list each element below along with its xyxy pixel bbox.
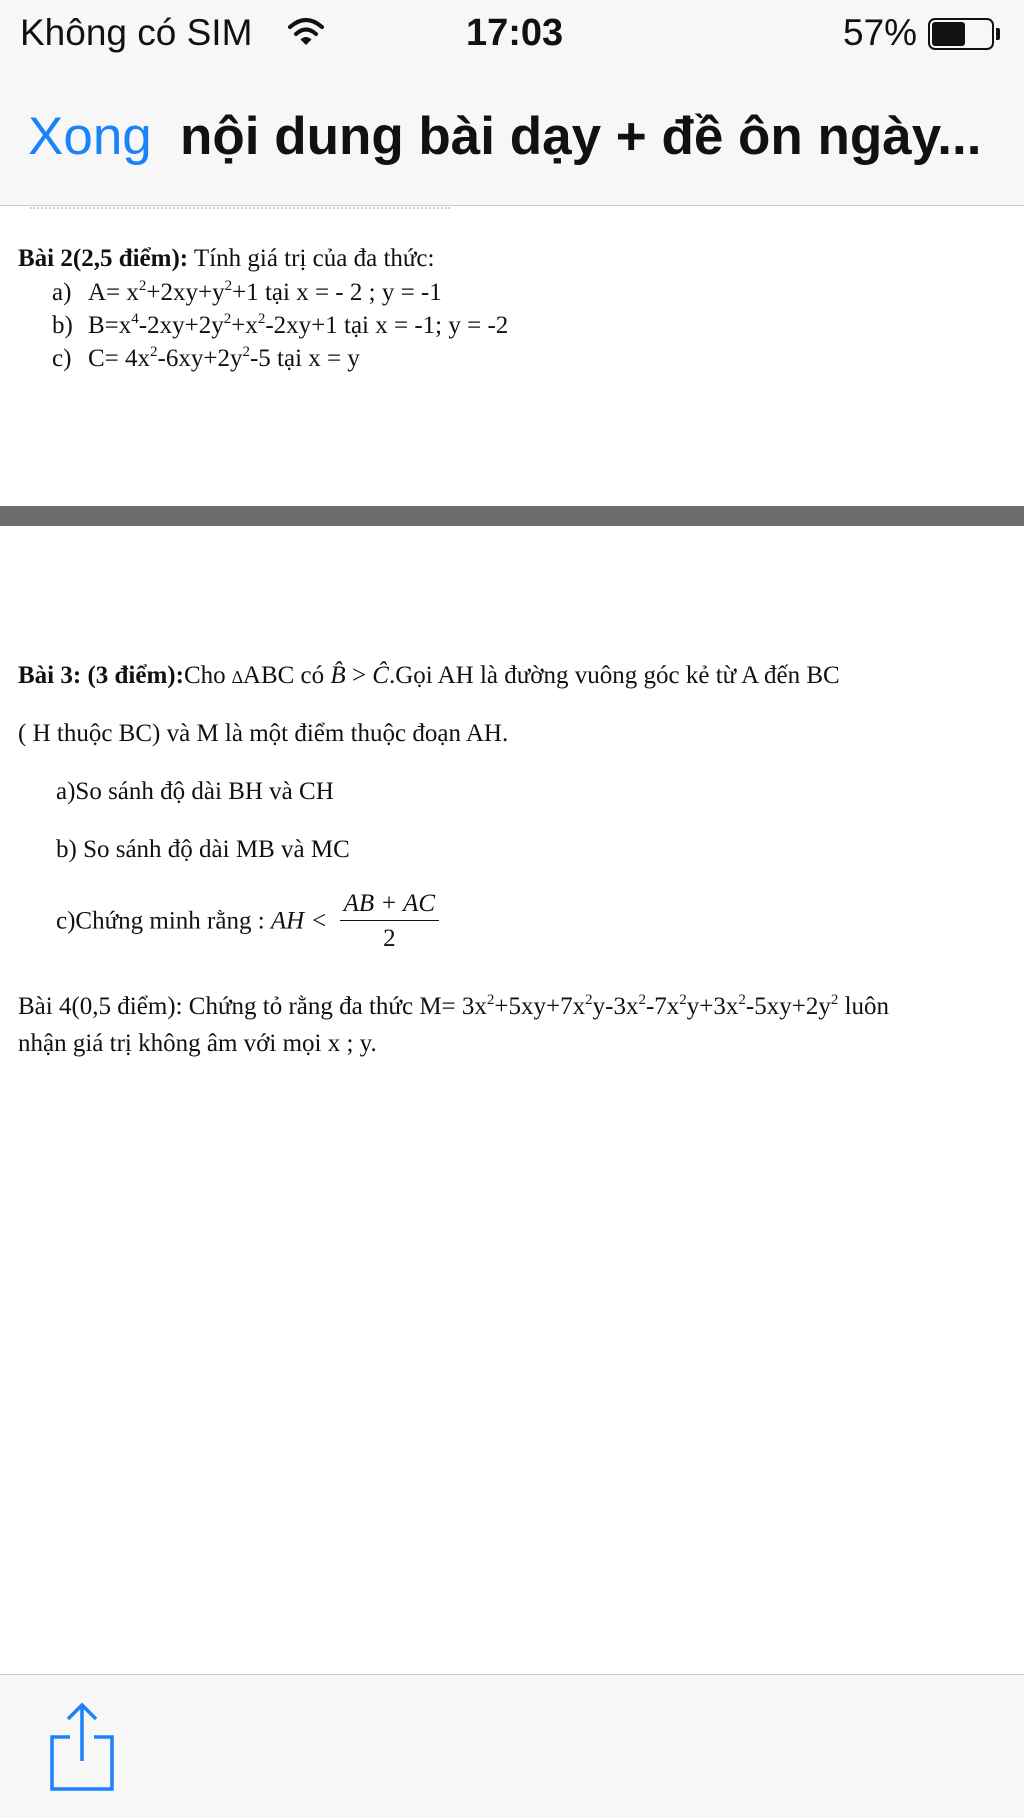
status-bar (0, 0, 1024, 66)
battery-percent: 57% (843, 12, 918, 53)
bai2-intro: Tính giá trị của đa thức: (188, 245, 435, 272)
bai3-item-a: a)So sánh độ dài BH và CH (56, 778, 334, 805)
bai2-item-a: a) $A= x^2+2xy+y^2+1$ tại x = - 2 ; y = -1 (52, 278, 442, 306)
document-title: nội dung bài dạy + đề ôn ngày... (180, 107, 982, 166)
bai4-line-1: Bài 4(0,5 điểm): Chứng tỏ rằng đa thức $M= 3x^2+5xy+7x^2y-3x^2-7x^2y+3x^2-5xy+2y^2$ luôn (18, 992, 890, 1020)
bai2-item-b: b) $B=x^4-2xy+2y^2+x^2-2xy+1$ tại x = -1; y = -2 (52, 311, 509, 339)
bottom-toolbar (0, 1674, 1024, 1817)
clock-time: 17:03 (466, 12, 564, 54)
bai2-heading: Bài 2(2,5 điểm): (18, 245, 189, 272)
document-viewer[interactable] (0, 207, 1024, 1674)
bai4-line-2: nhận giá trị không âm với mọi x ; y. (18, 1030, 377, 1057)
wifi-icon (288, 16, 324, 48)
bai3-line-2: ( H thuộc BC) và M là một điểm thuộc đoạn AH. (18, 720, 509, 747)
angle-b: B̂ (330, 662, 346, 689)
bai3-item-b: b) So sánh độ dài MB và MC (56, 836, 350, 863)
bai2-item-c: c) $C= 4x^2-6xy+2y^2-5$ tại x = y (52, 344, 360, 372)
bai3-line-1: Bài 3: (3 điểm):Cho ∆ABC có B̂ > Ĉ.Gọi AH là đường vuông góc kẻ từ A đến BC (18, 662, 840, 689)
fraction-ab-ac-over-2: $\frac{AB + AC}{2}$ (340, 890, 439, 953)
carrier-label: Không có SIM (20, 12, 253, 53)
previous-page-edge (30, 207, 450, 209)
angle-c: Ĉ (372, 662, 389, 689)
page-separator (0, 506, 1024, 526)
battery-fill (932, 22, 965, 46)
navigation-bar (0, 66, 1024, 206)
battery-icon (928, 18, 1000, 50)
bai3-heading: Bài 3: (3 điểm): (18, 662, 184, 689)
triangle-symbol: ∆ (231, 667, 243, 687)
done-button[interactable]: Xong (28, 107, 152, 166)
share-icon[interactable] (48, 1701, 116, 1791)
bai2-heading-line (18, 245, 434, 273)
bai3-item-c: c)Chứng minh rằng : AH < $\frac{AB + AC}{2}$ (56, 890, 439, 953)
